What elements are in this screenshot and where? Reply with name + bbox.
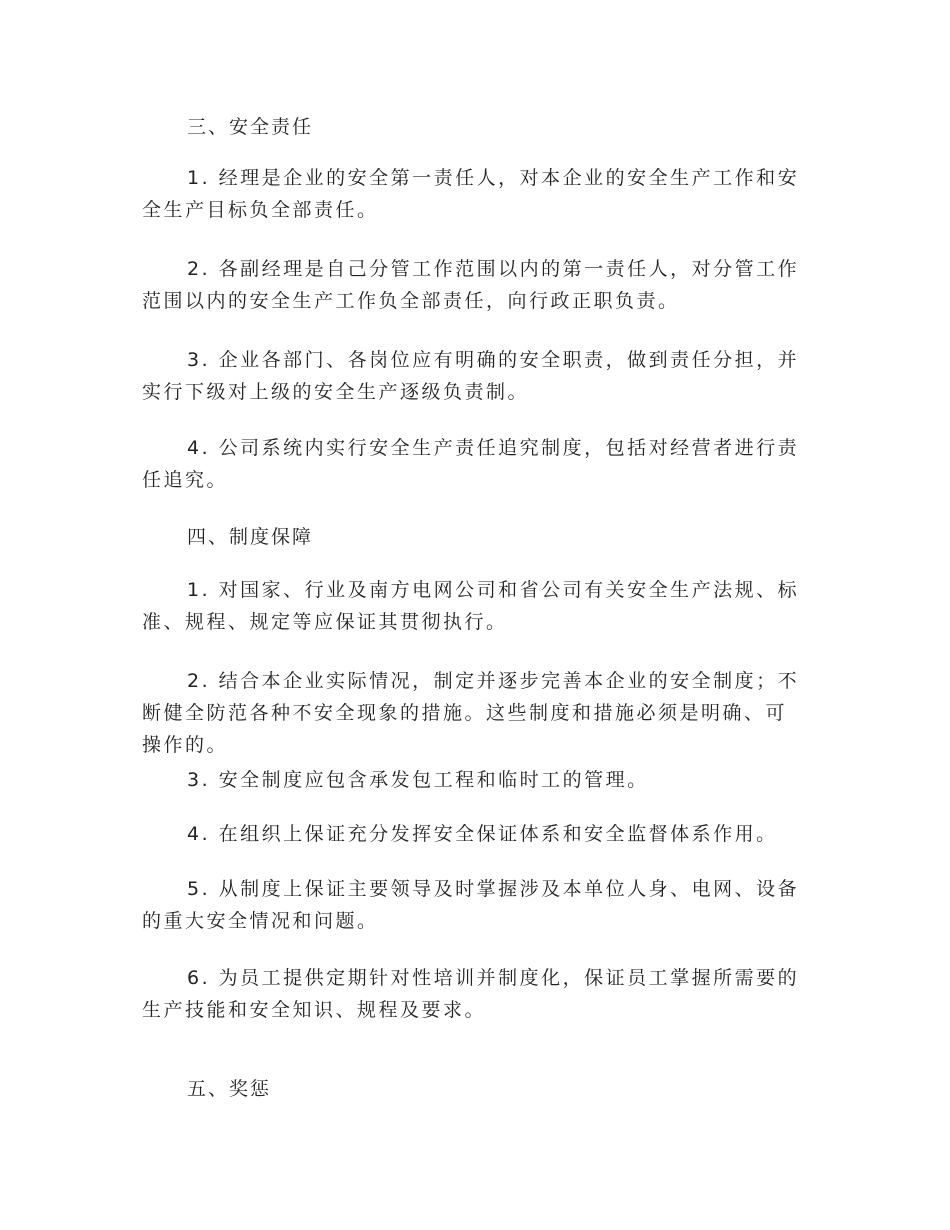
- paragraph-3-1: [142, 162, 822, 226]
- paragraph-4-6: [142, 962, 822, 1026]
- paragraph-3-3: [142, 344, 822, 408]
- paragraph-line: 全生产目标负全部责任。: [142, 199, 379, 221]
- paragraph-4-2: [142, 665, 822, 761]
- paragraph-line: 6. 为员工提供定期针对性培训并制度化，保证员工掌握所需要的: [187, 967, 800, 989]
- section-heading-5: 五、奖惩: [187, 1078, 272, 1100]
- paragraph-line: 准、规程、规定等应保证其贯彻执行。: [142, 611, 508, 633]
- paragraph-4-4: [142, 818, 822, 850]
- paragraph-line: 4. 在组织上保证充分发挥安全保证体系和安全监督体系作用。: [187, 823, 778, 845]
- paragraph-line: 断健全防范各种不安全现象的措施。这些制度和措施必须是明确、可: [142, 702, 788, 724]
- paragraph-3-4: [142, 432, 822, 496]
- paragraph-line: 3. 企业各部门、各岗位应有明确的安全职责，做到责任分担，并: [187, 349, 800, 371]
- paragraph-4-3: [142, 764, 822, 796]
- paragraph-line: 2. 各副经理是自己分管工作范围以内的第一责任人，对分管工作: [187, 258, 800, 280]
- paragraph-3-2: [142, 253, 822, 317]
- paragraph-line: 5. 从制度上保证主要领导及时掌握涉及本单位人身、电网、设备: [187, 878, 800, 900]
- paragraph-line: 任追究。: [142, 469, 229, 491]
- paragraph-line: 操作的。: [142, 734, 229, 756]
- section-heading-4: 四、制度保障: [187, 526, 314, 548]
- paragraph-4-1: [142, 574, 822, 638]
- paragraph-line: 1. 经理是企业的安全第一责任人，对本企业的安全生产工作和安: [187, 167, 800, 189]
- paragraph-4-5: [142, 873, 822, 937]
- paragraph-line: 1. 对国家、行业及南方电网公司和省公司有关安全生产法规、标: [187, 579, 800, 601]
- paragraph-line: 4. 公司系统内实行安全生产责任追究制度，包括对经营者进行责: [187, 437, 800, 459]
- paragraph-line: 的重大安全情况和问题。: [142, 910, 379, 932]
- paragraph-line: 实行下级对上级的安全生产逐级负责制。: [142, 381, 530, 403]
- paragraph-line: 生产技能和安全知识、规程及要求。: [142, 999, 487, 1021]
- paragraph-line: 范围以内的安全生产工作负全部责任，向行政正职负责。: [142, 290, 680, 312]
- section-heading-3: 三、安全责任: [187, 116, 314, 138]
- paragraph-line: 3. 安全制度应包含承发包工程和临时工的管理。: [187, 769, 649, 791]
- paragraph-line: 2. 结合本企业实际情况，制定并逐步完善本企业的安全制度；不: [187, 670, 800, 692]
